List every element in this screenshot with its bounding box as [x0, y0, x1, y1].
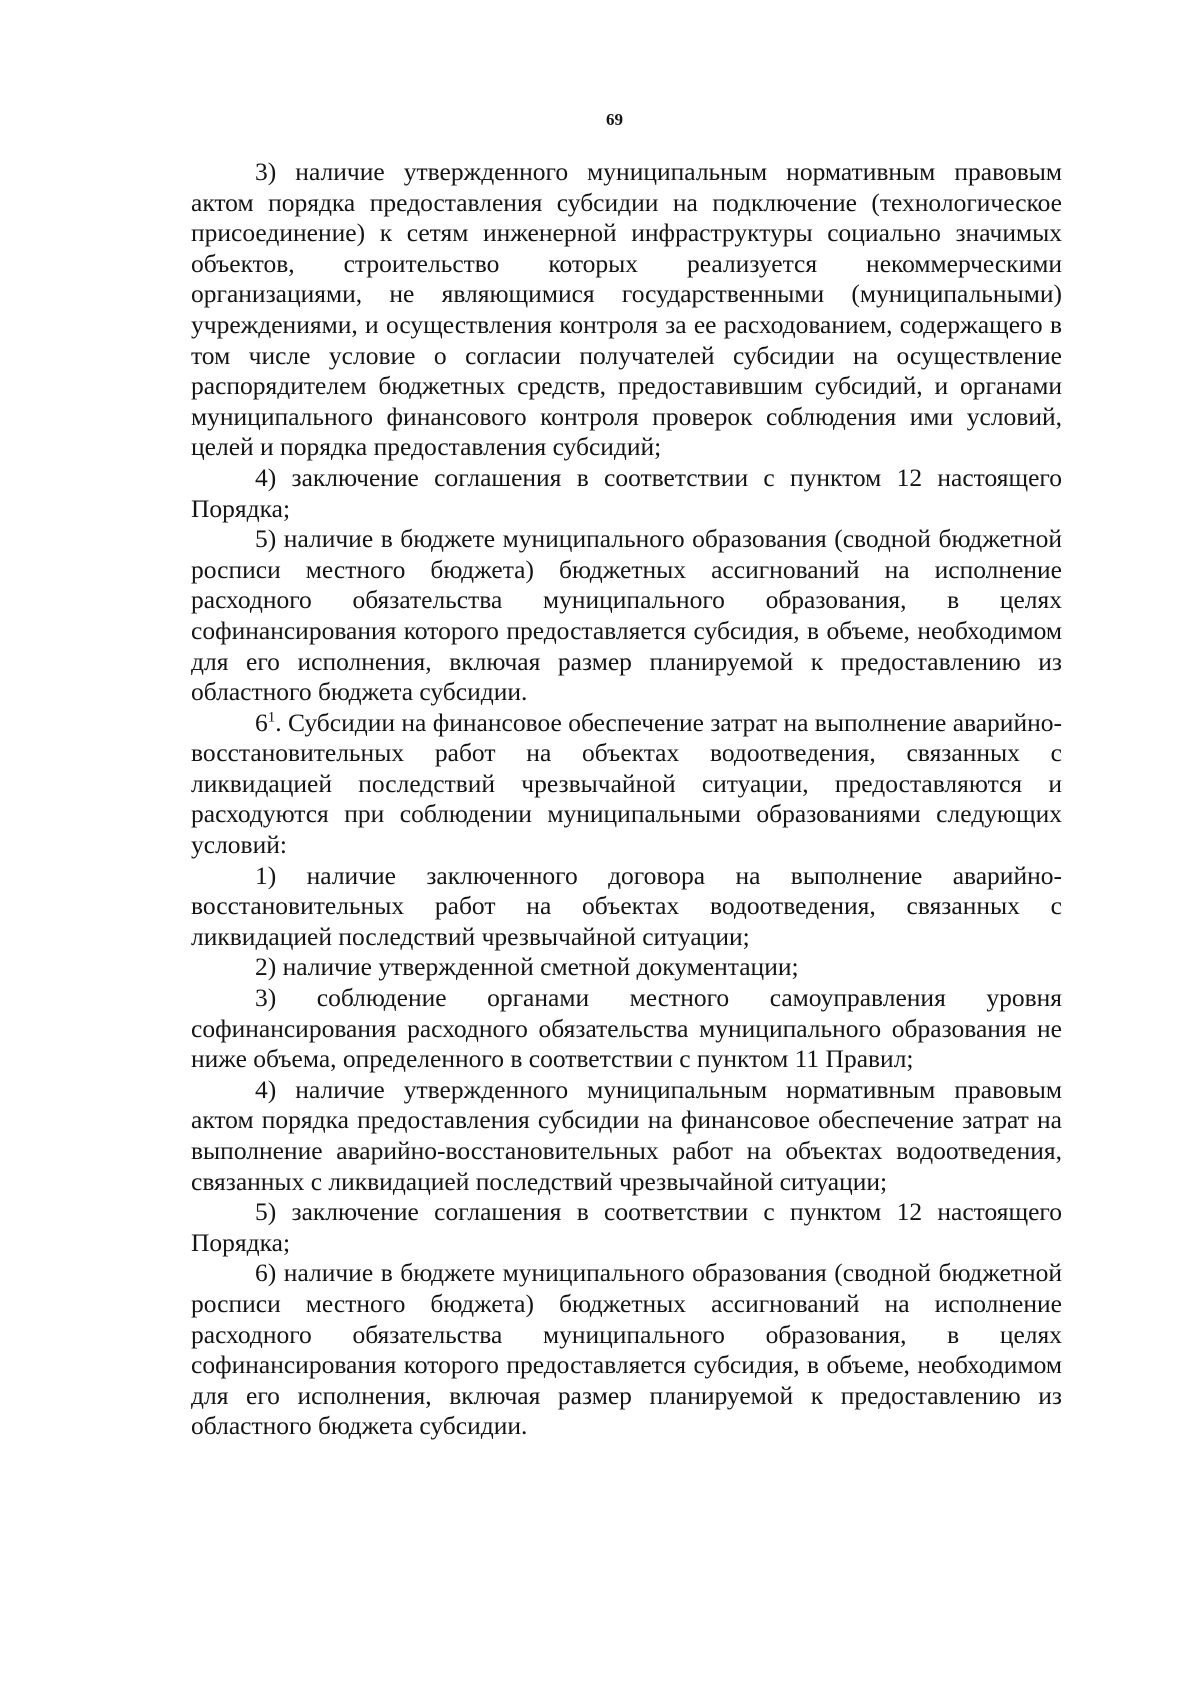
- document-body: [191, 157, 1062, 1442]
- condition-item-6: 6) наличие в бюджете муниципального образования (сводной бюджетной росписи местного бюджета) бюджетных ассигнований на исполнение расходного обязательства муниципального образования, в целях софинансирования которого предоставляется субсидия, в объеме, необходимом для его исполнения, включая размер планируемой к предоставлению из областного бюджета субсидии.: [191, 1258, 1062, 1441]
- condition-item-5: 5) заключение соглашения в соответствии с пунктом 12 настоящего Порядка;: [191, 1197, 1062, 1257]
- condition-item-4: 4) наличие утвержденного муниципальным нормативным правовым актом порядка предоставления субсидии на финансовое обеспечение затрат на выполнение аварийно-восстановительных работ на объектах водоотведения, связанных с ликвидацией последствий чрезвычайной ситуации;: [191, 1074, 1062, 1196]
- condition-item-2: 2) наличие утвержденной сметной документации;: [255, 952, 799, 982]
- condition-item-1: 1) наличие заключенного договора на выполнение аварийно-восстановительных работ на объектах водоотведения, связанных с ликвидацией последствий чрезвычайной ситуации;: [191, 860, 1062, 951]
- paragraph-condition-5: 5) наличие в бюджете муниципального образования (сводной бюджетной росписи местного бюджета) бюджетных ассигнований на исполнение расходного обязательства муниципального образования, в целях софинансирования которого предоставляется субсидия, в объеме, необходимом для его исполнения, включая размер планируемой к предоставлению из областного бюджета субсидии.: [191, 524, 1062, 707]
- paragraph-condition-4: 4) заключение соглашения в соответствии с пунктом 12 настоящего Порядка;: [191, 462, 1062, 523]
- paragraph-condition-3: 3) наличие утвержденного муниципальным нормативным правовым актом порядка предоставления субсидии на подключение (технологическое присоединение) к сетям инженерной инфраструктуры социально значимых объектов, строительство которых реализуется некоммерческими организациями, не являющимися государственными (муниципальными) учреждениями, и осуществления контроля за ее расходованием, содержащего в том числе условие о согласии получателей субсидии на осуществление распорядителем бюджетных средств, предоставившим субсидий, и органами муниципального финансового контроля проверок соблюдения ими условий, целей и порядка предоставления субсидий;: [191, 157, 1062, 462]
- section-number: 6: [255, 707, 268, 737]
- section-6-1-text: . Субсидии на финансовое обеспечение затрат на выполнение аварийно-восстановительных работ на объектах водоотведения, связанных с ликвидацией последствий чрезвычайной ситуации, предоставляются и расходуются при соблюдении муниципальными образованиями следующих условий:: [191, 707, 1062, 860]
- page-number: 69: [606, 110, 623, 129]
- condition-item-3: 3) соблюдение органами местного самоуправления уровня софинансирования расходного обязательства муниципального образования не ниже объема, определенного в соответствии с пунктом 11 Правил;: [191, 983, 1062, 1074]
- section-6-1-paragraph: [191, 708, 1062, 861]
- section-superscript: 1: [267, 709, 276, 726]
